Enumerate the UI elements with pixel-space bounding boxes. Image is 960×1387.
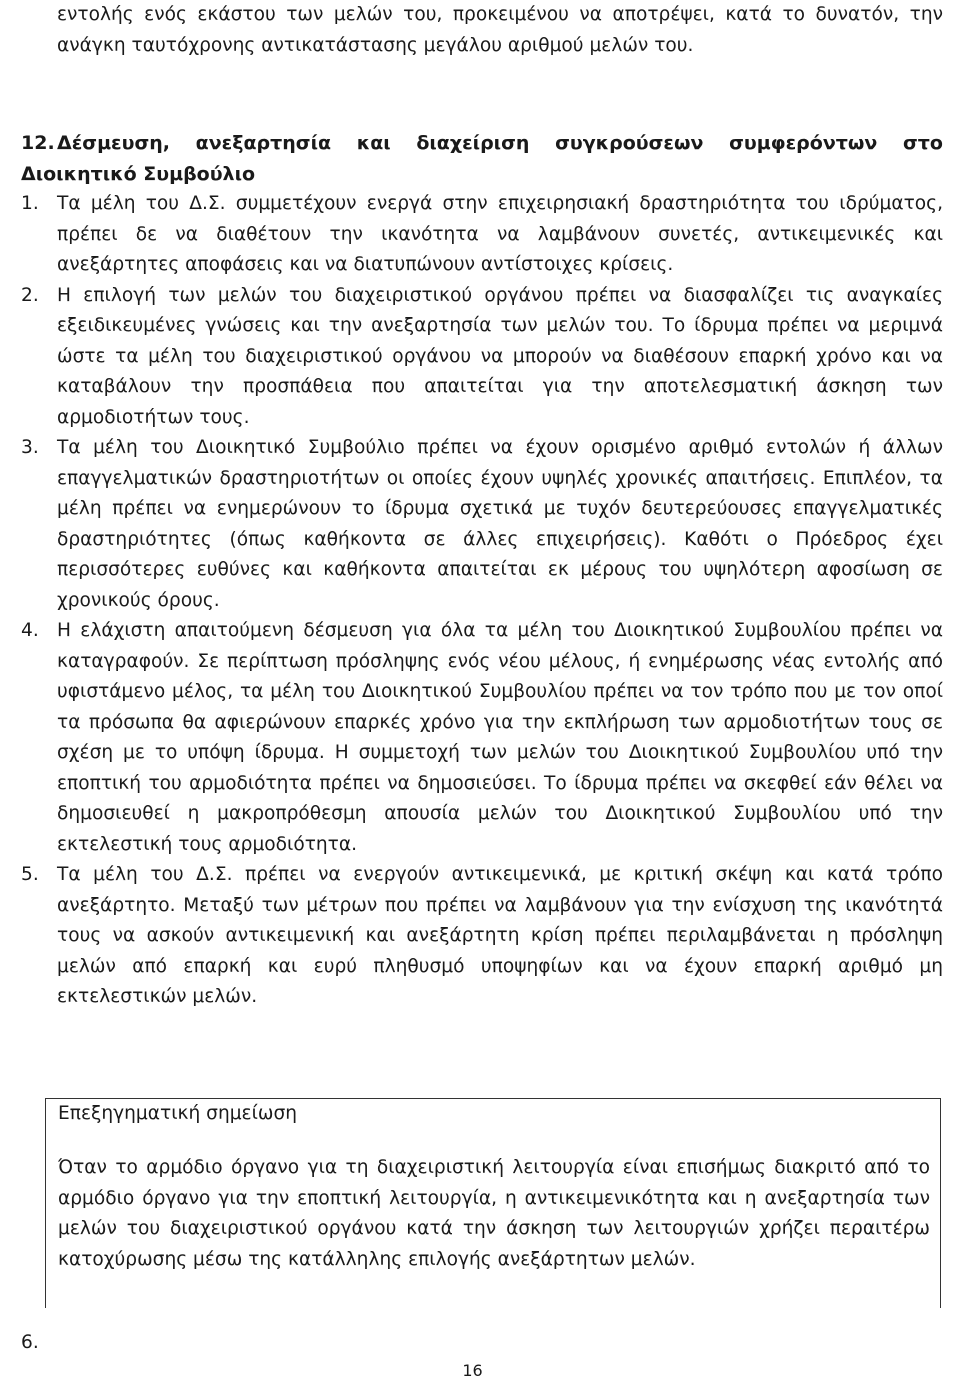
- list-item-number: 3.: [21, 437, 39, 458]
- list-item-text: Τα μέλη του Διοικητικό Συμβούλιο πρέπει να έχουν ορισμένο αριθμό εντολών ή άλλων επαγγελματικών δραστηριοτήτων οι οποίες έχουν υψηλές χρονικές απαιτήσεις. Επιπλέον, τα μέλη πρέπει να ενημερώνουν το ίδρυμα σχετικά με τυχόν δευτερεύουσες επαγγελματικές δραστηριότητες (όπως καθήκοντα σε άλλες επιχειρήσεις). Καθότι ο Πρόεδρος έχει περισσότερες ευθύνες και καθήκοντα απαιτείται εκ μέρους του υψηλότερη αφοσίωση σε χρονικούς όρους.: [57, 437, 943, 611]
- list-item-number: 1.: [21, 193, 39, 214]
- intro-paragraph: εντολής ενός εκάστου των μελών του, προκειμένου να αποτρέψει, κατά το δυνατόν, την ανάγκη ταυτόχρονης αντικατάστασης μεγάλου αριθμού μελών του.: [57, 4, 943, 56]
- list-item: [21, 616, 943, 860]
- list-item: [21, 189, 943, 281]
- list-item-text: Τα μέλη του Δ.Σ. συμμετέχουν ενεργά στην επιχειρησιακή δραστηριότητα του ιδρύματος, πρέπει δε να διαθέτουν την ικανότητα να λαμβάνουν συνετές, αντικειμενικές και ανεξάρτητες αποφάσεις και να διατυπώνουν αντίστοιχες κρίσεις.: [57, 193, 943, 275]
- list-item-text: Τα μέλη του Δ.Σ. πρέπει να ενεργούν αντικειμενικά, με κριτική σκέψη και κατά τρόπο ανεξάρτητο. Μεταξύ των μέτρων που πρέπει να λαμβάνουν για την ενίσχυση της ικανότητά τους να ασκούν αντικειμενική και ανεξάρτητη κρίση πρέπει περιλαμβάνεται η πρόσληψη μελών από επαρκή και ευρύ πληθυσμό υποψηφίων και να έχουν επαρκή αριθμό μη εκτελεστικών μελών.: [57, 864, 943, 1007]
- section-number: 12.: [21, 132, 55, 154]
- list-item: [21, 860, 943, 1013]
- explanatory-note-box: [45, 1098, 941, 1308]
- numbered-list: [21, 189, 943, 1013]
- section-title: Δέσμευση, ανεξαρτησία και διαχείριση συγκρούσεων συμφερόντων στο Διοικητικό Συμβούλιο: [21, 132, 943, 185]
- section-heading: [21, 128, 943, 189]
- list-item-number: 5.: [21, 864, 39, 885]
- note-title: Επεξηγηματική σημείωση: [58, 1103, 298, 1124]
- list-item: [21, 433, 943, 616]
- note-text: Όταν το αρμόδιο όργανο για τη διαχειριστική λειτουργία είναι επισήμως διακριτό από το αρμόδιο όργανο για την εποπτική λειτουργία, η αντικειμενικότητα και η ανεξαρτησία των μελών του διαχειριστικού οργάνου κατά την άσκηση των λειτουργιών χρήζει περαιτέρω κατοχύρωσης μέσω της κατάλληλης επιλογής ανεξάρτητων μελών.: [58, 1157, 930, 1270]
- list-item-text: Η επιλογή των μελών του διαχειριστικού οργάνου πρέπει να διασφαλίζει τις αναγκαίες εξειδικευμένες γνώσεις και την ανεξαρτησία των μελών του. Το ίδρυμα πρέπει να μεριμνά ώστε τα μέλη του διαχειριστικού οργάνου να μπορούν να διαθέσουν επαρκή χρόνο και να καταβάλουν την προσπάθεια που απαιτείται για την αποτελεσματική άσκηση των αρμοδιοτήτων τους.: [57, 284, 943, 428]
- list-item-number: 2.: [21, 284, 39, 306]
- list-item-text: Η ελάχιστη απαιτούμενη δέσμευση για όλα τα μέλη του Διοικητικού Συμβουλίου πρέπει να καταγραφούν. Σε περίπτωση πρόσληψης ενός νέου μέλους, ή ενημέρωσης νέας εντολής από υφιστάμενο μέλος, τα μέλη του Διοικητικού Συμβουλίου πρέπει να τον τρόπο που με τον οποί τα πρόσωπα θα αφιερώνουν επαρκές χρόνο για την εκπλήρωση των αρμοδιοτήτων τους σε σχέση με το υπόψη ίδρυμα. Η συμμετοχή των μελών του Διοικητικού Συμβουλίου υπό την εποπτική του αρμοδιότητα πρέπει να δημοσιεύσει. Το ίδρυμα πρέπει να σκεφθεί εάν θέλει να δημοσιευθεί η μακροπρόθεσμη απουσία μελών του Διοικητικού Συμβουλίου υπό την εκτελεστική τους αρμοδιότητα.: [57, 620, 943, 855]
- list-item-number-next: 6.: [21, 1332, 39, 1353]
- list-item: [21, 281, 943, 434]
- page-number: 16: [462, 1361, 483, 1380]
- list-item-number: 4.: [21, 620, 39, 641]
